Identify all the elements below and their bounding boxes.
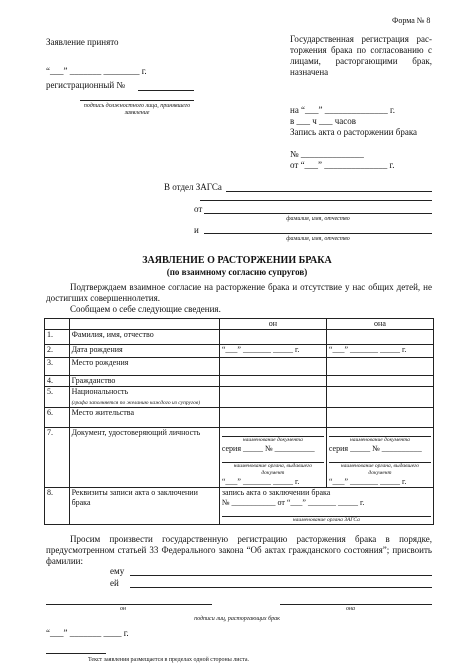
signature-caption: подпись должностного лица, принявшего заявление: [83, 103, 191, 116]
col-he: он: [219, 319, 326, 330]
table-row: 3. Место рождения: [45, 358, 434, 376]
info-table: [44, 318, 434, 525]
accepted-label: Заявление принято: [46, 37, 119, 47]
document-title: ЗАЯВЛЕНИЕ О РАСТОРЖЕНИИ БРАКА: [142, 255, 332, 266]
closing-date: “___” _______ ____ г.: [46, 628, 129, 638]
him-label: ему: [110, 566, 125, 576]
form-number: Форма № 8: [392, 16, 431, 25]
consent-paragraph: Подтверждаем взаимное согласие на расторжение брака и отсутствие у нас общих детей, не достигших совершеннолетия.: [46, 282, 432, 303]
closing-paragraph: Просим произвести государственную регистрацию расторжения брака в порядке, предусмотренном статьей 33 Федерального закона “Об актах гражданского состояния”; присвоить фамилии:: [46, 534, 432, 566]
her-line: [130, 587, 432, 588]
table-row: 7. Документ, удостоверяющий личность наименование документа серия _____ № __________ наименование органа, выдавшего документ “___” _______ _____ г. наименование документа серия _____ № __________ наименование органа, выдавшего документ “___” _______ _____ г.: [45, 428, 434, 488]
table-row: 1. Фамилия, имя, отчество: [45, 330, 434, 345]
footnote: Текст заявления размещается в пределах одной стороны листа.: [88, 657, 249, 663]
office-line: [226, 191, 432, 192]
her-label: ей: [110, 578, 119, 588]
table-row: 4. Гражданство: [45, 376, 434, 387]
registration-text: Государственная регистрация рас- торжения брака по согласованию с лицами, расторгающими брак, назначена: [290, 34, 432, 77]
sig-she-line: [280, 604, 432, 605]
record-label: Запись акта о расторжении брака: [290, 127, 418, 137]
sig-she-label: она: [346, 606, 355, 612]
office-line-2: [200, 200, 432, 201]
sig-caption: подписи лиц, расторгающих брак: [194, 616, 280, 622]
footnote-divider: [46, 653, 106, 654]
reg-number-line: [138, 90, 194, 91]
sig-he-line: [46, 604, 212, 605]
name-caption-1: фамилия, имя, отчество: [286, 216, 350, 222]
table-row: 6. Место жительства: [45, 408, 434, 428]
reg-number-label: регистрационный №: [46, 80, 126, 90]
document-subtitle: (по взаимному согласию супругов): [166, 267, 308, 277]
accepted-date: “___” _______ ________ г.: [46, 66, 147, 76]
registration-time: в ___ ч ___ часов: [290, 116, 357, 126]
col-she: она: [326, 319, 433, 330]
sig-he-label: он: [120, 606, 126, 612]
info-paragraph: Сообщаем о себе следующие сведения.: [70, 304, 221, 314]
record-number: № ______________: [290, 149, 364, 159]
table-row: 2. Дата рождения “___” _______ _____ г. “___” _______ _____ г.: [45, 345, 434, 358]
office-label: В отдел ЗАГСа: [164, 182, 222, 192]
from-line: [204, 213, 432, 214]
table-row: 5. Национальность (графа заполняется по желанию каждого из супругов): [45, 387, 434, 408]
record-from: от “___” ______________ г.: [290, 160, 395, 170]
from-label: от: [194, 204, 203, 214]
and-label: и: [194, 225, 199, 235]
signature-line: [80, 100, 194, 101]
registration-date: на “___” ______________ г.: [290, 105, 395, 115]
name-caption-2: фамилия, имя, отчество: [286, 236, 350, 242]
him-line: [130, 575, 432, 576]
and-line: [204, 233, 432, 234]
table-row: 8. Реквизиты записи акта о заключении брака запись акта о заключении брака № ___________ от “___” _______ _____ г. наименование органа ЗАГСа: [45, 488, 434, 525]
